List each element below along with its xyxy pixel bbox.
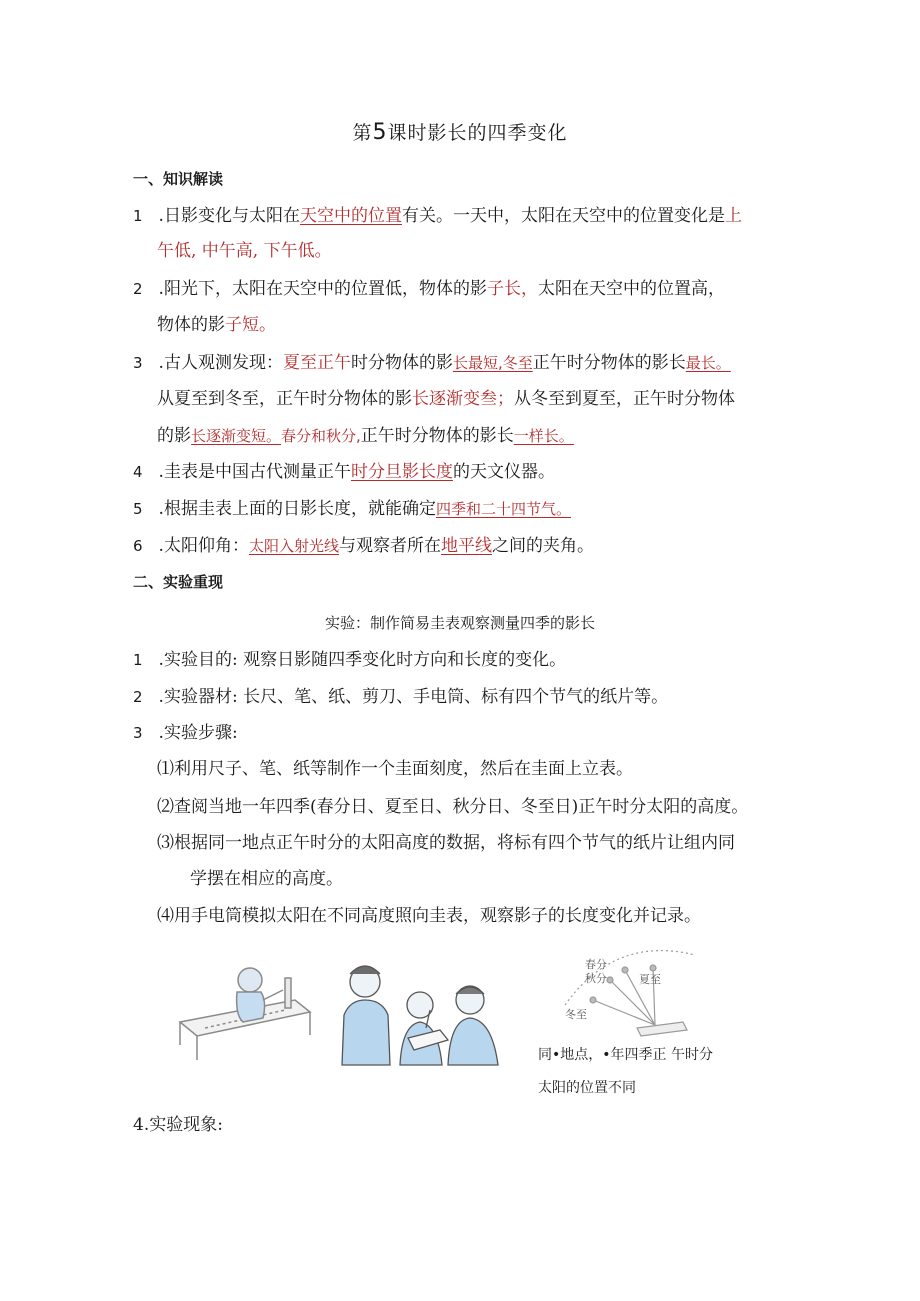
knowledge-item-2-line-1: 2 .阳光下，太阳在天空中的位置低，物体的影子长，太阳在天空中的位置高，	[133, 279, 725, 299]
step-2: ⑵查阅当地一年四季(春分日、夏至日、秋分日、冬至日)正午时分太阳的高度。	[157, 797, 749, 817]
knowledge-item-1-line-1: 1 .日影变化与太阳在天空中的位置有关。一天中，太阳在天空中的位置变化是上	[133, 206, 742, 226]
experiment-item-1: 1 .实验目的: 观察日影随四季变化时方向和长度的变化。	[133, 650, 567, 670]
step-4: ⑷用手电筒模拟太阳在不同高度照向圭表，观察影子的长度变化并记录。	[157, 906, 701, 926]
knowledge-item-1-line-2: 午低, 中午高, 下午低。	[157, 241, 332, 261]
knowledge-item-4: 4 .圭表是中国古代测量正午时分旦影长度的天文仪器。	[133, 462, 555, 482]
figure-caption-line-1: 同•地点，•年四季正 午时分	[538, 1047, 713, 1063]
knowledge-item-3-line-2: 从夏至到冬至，正午时分物体的影长逐渐变叁；从冬至到夏至，正午时分物体	[157, 389, 735, 409]
label-summer-solstice: 夏至	[639, 973, 661, 986]
experiment-title: 实验：制作简易圭表观察测量四季的影长	[324, 614, 595, 632]
page-title: 第5课时影长的四季变化	[352, 120, 568, 145]
step-3-line-2: 学摆在相应的高度。	[190, 869, 343, 889]
section-heading-knowledge: 一、知识解读	[133, 170, 224, 188]
figure-caption-line-2: 太阳的位置不同	[538, 1080, 636, 1096]
students-illustration	[330, 960, 510, 1070]
experiment-item-3: 3 .实验步骤:	[133, 723, 238, 743]
label-winter-solstice: 冬至	[565, 1008, 587, 1021]
section-heading-experiment: 二、实验重现	[133, 573, 224, 591]
knowledge-item-6: 6 .太阳仰角：太阳入射光线与观察者所在地平线之间的夹角。	[133, 536, 594, 556]
knowledge-item-2-line-2: 物体的影子短。	[157, 315, 276, 335]
experiment-item-4: 4.实验现象:	[133, 1115, 223, 1135]
sun-positions-diagram	[555, 930, 705, 1045]
step-3-line-1: ⑶根据同一地点正午时分的太阳高度的数据，将标有四个节气的纸片让组内同	[157, 833, 735, 853]
experiment-item-2: 2 .实验器材: 长尺、笔、纸、剪刀、手电筒、标有四个节气的纸片等。	[133, 687, 669, 707]
step-1: ⑴利用尺子、笔、纸等制作一个圭面刻度，然后在圭面上立表。	[157, 759, 633, 779]
knowledge-item-3-line-1: 3 .古人观测发现：夏至正午时分物体的影长最短,冬至正午时分物体的影长最长。	[133, 353, 731, 373]
label-spring-equinox: 春分	[585, 958, 607, 971]
knowledge-item-3-line-3: 的影长逐渐变短。春分和秋分,正午时分物体的影长一样长。	[157, 426, 574, 446]
knowledge-item-5: 5 .根据圭表上面的日影长度，就能确定四季和二十四节气。	[133, 499, 571, 519]
gnomon-table-illustration	[175, 960, 315, 1070]
label-autumn-equinox: 秋分	[585, 972, 607, 985]
